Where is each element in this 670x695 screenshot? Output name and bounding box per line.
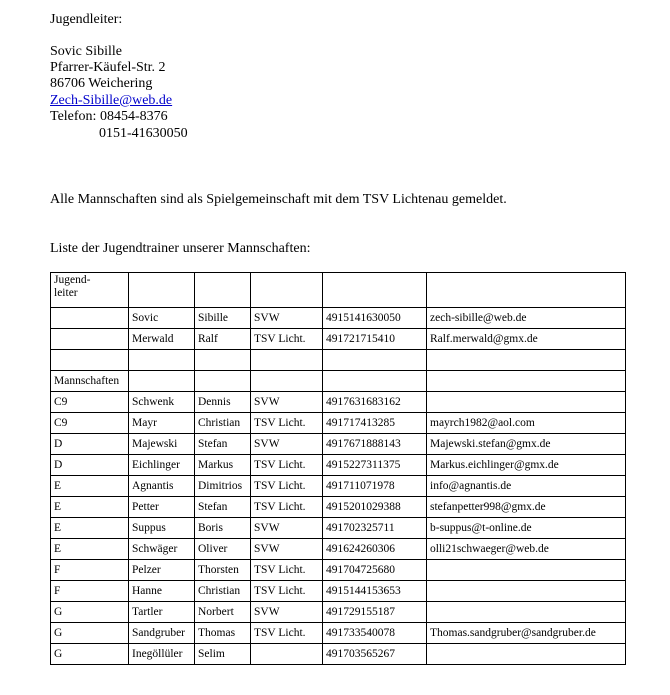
club-cell: TSV Licht. [251,329,323,350]
team-cell: D [51,455,129,476]
leader-city: 86706 Weichering [50,76,153,91]
phone-cell: 491703565267 [323,644,427,665]
table-row [51,273,626,308]
phone-cell: 4915144153653 [323,581,427,602]
club-cell: SVW [251,392,323,413]
lastname-cell [129,350,195,371]
firstname-cell: Selim [195,644,251,665]
firstname-cell: Norbert [195,602,251,623]
table-row [51,644,626,665]
team-cell [51,308,129,329]
phone-cell: 4915201029388 [323,497,427,518]
firstname-cell: Stefan [195,434,251,455]
leader-email-link[interactable]: Zech-Sibille@web.de [50,93,173,108]
club-cell: SVW [251,539,323,560]
table-row [51,497,626,518]
team-cell: Mannschaften [51,371,129,392]
lastname-cell [129,273,195,308]
firstname-cell: Markus [195,455,251,476]
phone-cell: 491711071978 [323,476,427,497]
email-cell [427,581,626,602]
firstname-cell [195,371,251,392]
club-cell [251,350,323,371]
club-cell: TSV Licht. [251,455,323,476]
table-row [51,476,626,497]
table-row [51,329,626,350]
lastname-cell: Petter [129,497,195,518]
phone-cell: 491624260306 [323,539,427,560]
club-cell: TSV Licht. [251,560,323,581]
lastname-cell: Suppus [129,518,195,539]
firstname-cell: Stefan [195,497,251,518]
phone-cell: 491729155187 [323,602,427,623]
lastname-cell: Inegöllüler [129,644,195,665]
club-cell: SVW [251,602,323,623]
team-cell: G [51,644,129,665]
team-cell: F [51,581,129,602]
phone-cell: 491763168316​2 [323,392,427,413]
phone-cell: 491702325711 [323,518,427,539]
email-cell [427,560,626,581]
table-row [51,581,626,602]
firstname-cell: Dimitrios [195,476,251,497]
lastname-cell: Hanne [129,581,195,602]
lastname-cell: Tartler [129,602,195,623]
email-cell: Markus.eichlinger@gmx.de [427,455,626,476]
table-row [51,455,626,476]
lastname-cell: Agnantis [129,476,195,497]
email-cell [427,371,626,392]
table-row [51,560,626,581]
lastname-cell: Pelzer [129,560,195,581]
email-cell: Ralf.merwald@gmx.de [427,329,626,350]
team-cell: E [51,518,129,539]
notice-text: Alle Mannschaften sind als Spielgemeinschaft mit dem TSV Lichtenau gemeldet. [50,192,507,207]
email-cell [427,602,626,623]
phone-cell: 491767188814​3 [323,434,427,455]
table-row [51,350,626,371]
team-cell: G [51,602,129,623]
phone-cell: 4915227311375 [323,455,427,476]
firstname-cell: Thorsten [195,560,251,581]
email-cell: olli21schwaeger@web.de [427,539,626,560]
phone-cell [323,371,427,392]
leader-phone: Telefon: 08454-8376 [50,109,168,124]
firstname-cell: Sibille [195,308,251,329]
trainer-table [50,272,626,665]
list-title: Liste der Jugendtrainer unserer Mannschaften: [50,241,311,256]
lastname-cell: Eichlinger [129,455,195,476]
lastname-cell: Merwald [129,329,195,350]
lastname-cell [129,371,195,392]
team-cell: G [51,623,129,644]
team-cell: D [51,434,129,455]
lastname-cell: Sandgruber [129,623,195,644]
firstname-cell: Christian [195,413,251,434]
club-cell: TSV Licht. [251,581,323,602]
lastname-cell: Schwenk [129,392,195,413]
team-cell: E [51,497,129,518]
team-cell: F [51,560,129,581]
table-row [51,371,626,392]
club-cell: SVW [251,518,323,539]
club-cell [251,644,323,665]
table-row [51,539,626,560]
section-title: Jugendleiter: [50,12,123,27]
club-cell [251,273,323,308]
firstname-cell: Boris [195,518,251,539]
table-row [51,392,626,413]
team-cell: E [51,539,129,560]
team-cell [51,350,129,371]
team-cell [51,329,129,350]
phone-cell: 491721715410 [323,329,427,350]
phone-cell [323,273,427,308]
phone-cell: 4915141630050 [323,308,427,329]
team-cell: Jugend- leiter [51,273,129,308]
email-cell [427,392,626,413]
club-cell: TSV Licht. [251,476,323,497]
email-cell: mayrch1982@aol.com [427,413,626,434]
firstname-cell: Christian [195,581,251,602]
email-cell: info@agnantis.de [427,476,626,497]
lastname-cell: Mayr [129,413,195,434]
firstname-cell [195,350,251,371]
lastname-cell: Sovic [129,308,195,329]
lastname-cell: Majewski [129,434,195,455]
phone-cell: 491704725680 [323,560,427,581]
team-cell: C9 [51,392,129,413]
email-cell: zech-sibille@web.de [427,308,626,329]
club-cell: TSV Licht. [251,413,323,434]
email-cell: Majewski.stefan@gmx.de [427,434,626,455]
phone-cell [323,350,427,371]
email-cell: Thomas.sandgruber@sandgruber.de [427,623,626,644]
phone-cell: 491733540078 [323,623,427,644]
firstname-cell: Dennis [195,392,251,413]
trainer-table-body [51,273,626,665]
leader-street: Pfarrer-Käufel-Str. 2 [50,60,166,75]
phone-cell: 491717413285 [323,413,427,434]
table-row [51,602,626,623]
email-cell: b-suppus@t-online.de [427,518,626,539]
table-row [51,623,626,644]
lastname-cell: Schwäger [129,539,195,560]
email-cell [427,644,626,665]
club-cell: TSV Licht. [251,497,323,518]
firstname-cell [195,273,251,308]
email-cell [427,350,626,371]
firstname-cell: Ralf [195,329,251,350]
leader-mobile: 0151-41630050 [99,126,188,141]
team-cell: C9 [51,413,129,434]
table-row [51,518,626,539]
table-row [51,308,626,329]
club-cell: SVW [251,308,323,329]
club-cell: SVW [251,434,323,455]
email-cell: stefanpetter998@gmx.de [427,497,626,518]
club-cell: TSV Licht. [251,623,323,644]
team-cell: E [51,476,129,497]
table-row [51,434,626,455]
email-cell [427,273,626,308]
firstname-cell: Thomas [195,623,251,644]
club-cell [251,371,323,392]
leader-name: Sovic Sibille [50,44,122,59]
table-row [51,413,626,434]
firstname-cell: Oliver [195,539,251,560]
